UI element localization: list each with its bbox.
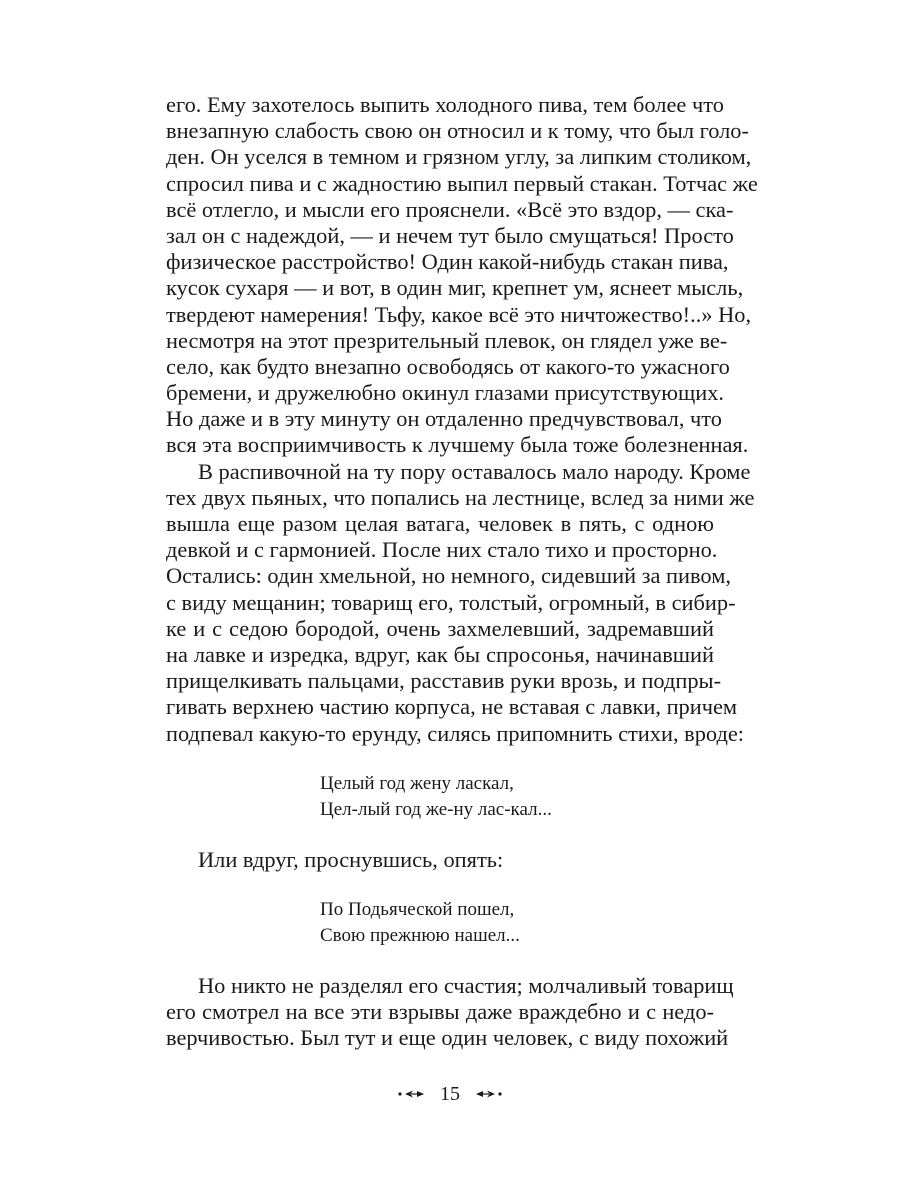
- verse-line: Свою прежнюю нашел...: [320, 924, 520, 946]
- text-line: вышла еще разом целая ватага, человек в пять, с одною: [166, 511, 714, 536]
- verse-2: [320, 897, 714, 949]
- paragraph-2: [166, 458, 755, 747]
- text-line: село, как будто внезапно освободясь от какого-то ужасного: [166, 353, 730, 379]
- page-number: 15: [440, 1083, 460, 1106]
- text-line: кусок сухаря — и вот, в один миг, крепнет ум, яснеет мысль,: [166, 275, 744, 301]
- text-line: тех двух пьяных, что попались на лестнице, вслед за ними же: [166, 484, 755, 510]
- text-line: несмотря на этот презрительный плевок, он глядел уже ве-: [166, 327, 728, 353]
- text-line: спросил пива и с жадностию выпил первый стакан. Тотчас же: [166, 170, 758, 196]
- text-line: верчивостью. Был тут и еще один человек, с виду похожий: [166, 1025, 729, 1051]
- text-line: внезапную слабость свою он относил и к тому, что был голо-: [166, 118, 749, 144]
- arrow-ornament-icon: [475, 1088, 503, 1100]
- text-line: всё отлегло, и мысли его прояснели. «Всё это вздор, — ска-: [166, 196, 734, 222]
- text-line: ден. Он уселся в темном и грязном углу, за липким столиком,: [166, 144, 752, 170]
- verse-1: [320, 771, 714, 823]
- text-line: зал он с надеждой, — и нечем тут было смущаться! Просто: [166, 222, 734, 248]
- page-body: [166, 92, 758, 1051]
- text-line: девкой и с гармонией. После них стало тихо и просторно.: [166, 537, 718, 563]
- interlude-line: Или вдруг, проснувшись, опять:: [198, 846, 504, 872]
- text-line: подпевал какую-то ерунду, силясь припомнить стихи, вроде:: [166, 720, 745, 746]
- text-line: вся эта восприимчивость к лучшему была тоже болезненная.: [166, 432, 749, 458]
- text-line: твердеют намерения! Тьфу, какое всё это ничтожество!..» Но,: [166, 301, 752, 327]
- text-line: Остались: один хмельной, но немного, сидевший за пивом,: [166, 563, 731, 589]
- text-line: на лавке и изредка, вдруг, как бы спросонья, начинавший: [166, 641, 714, 667]
- text-line: с виду мещанин; товарищ его, толстый, огромный, в сибир-: [166, 589, 736, 615]
- text-line: бремени, и дружелюбно окинул глазами присутствующих.: [166, 380, 724, 406]
- verse-line: Целый год жену ласкал,: [320, 772, 514, 794]
- text-line: Но никто не разделял его счастия; молчаливый товарищ: [198, 972, 734, 998]
- text-line: В распивочной на ту пору оставалось мало народу. Кроме: [198, 458, 751, 484]
- arrow-ornament-icon: [397, 1088, 425, 1100]
- text-line: прищелкивать пальцами, расставив руки врозь, и подпры-: [166, 668, 722, 694]
- text-line: его. Ему захотелось выпить холодного пива, тем более что: [166, 92, 724, 117]
- verse-line: По Подьяческой пошел,: [320, 898, 515, 920]
- text-line: его смотрел на все эти взрывы даже враждебно и с недо-: [166, 999, 714, 1025]
- paragraph-1: [166, 92, 758, 459]
- text-line: физическое расстройство! Один какой-нибудь стакан пива,: [166, 249, 729, 275]
- verse-line: Цел-лый год же-ну лас-кал...: [320, 798, 552, 820]
- page-folio: [0, 1080, 900, 1107]
- text-line: гивать верхнею частию корпуса, не вставая с лавки, причем: [166, 694, 738, 720]
- paragraph-3: [166, 972, 734, 1052]
- text-line: Но даже и в эту минуту он отдаленно предчувствовал, что: [166, 406, 722, 432]
- text-line: ке и с седою бородой, очень захмелевший, задремавший: [166, 615, 714, 641]
